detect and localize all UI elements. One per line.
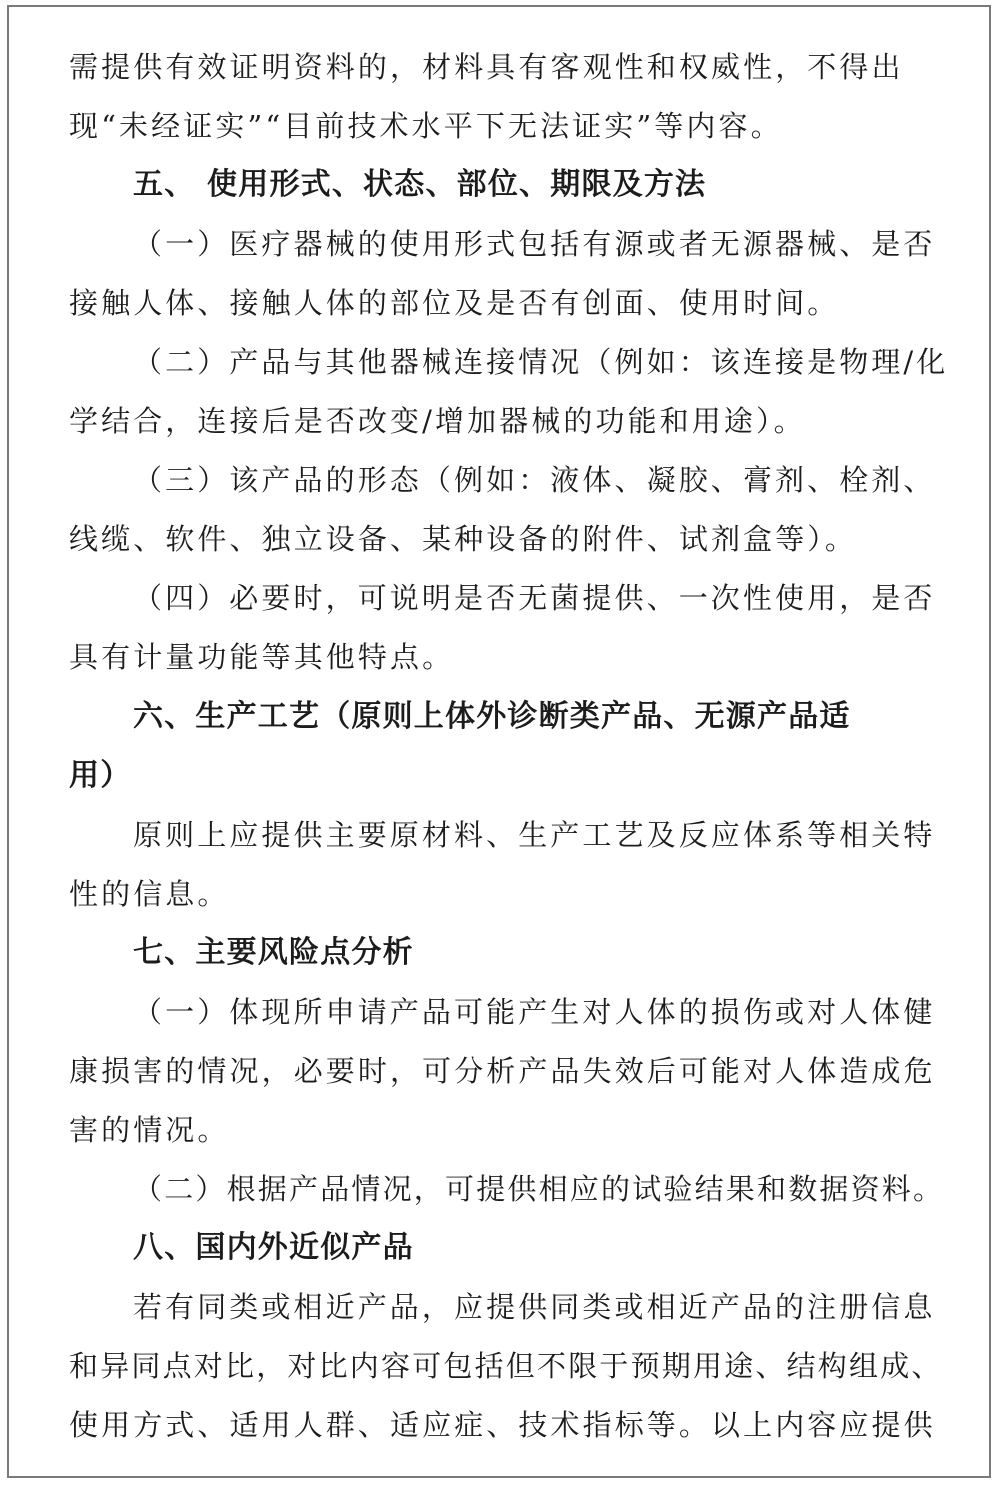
- body-text-line: 现“未经证实”“目前技术水平下无法证实”等内容。: [69, 109, 783, 143]
- body-text-line: （一）医疗器械的使用形式包括有源或者无源器械、是否: [133, 227, 936, 261]
- section-heading-7: 七、主要风险点分析: [133, 935, 414, 970]
- section-heading-6: 六、生产工艺（原则上体外诊断类产品、无源产品适: [133, 699, 851, 734]
- body-text-line: 康损害的情况，必要时，可分析产品失效后可能对人体造成危: [69, 1054, 936, 1088]
- body-text-line: （二）根据产品情况，可提供相应的试验结果和数据资料。: [133, 1172, 945, 1206]
- body-text-line: 和异同点对比，对比内容可包括但不限于预期用途、结构组成、: [69, 1349, 943, 1383]
- body-text-line: 原则上应提供主要原材料、生产工艺及反应体系等相关特: [133, 818, 936, 852]
- body-text-line: （一）体现所申请产品可能产生对人体的损伤或对人体健: [133, 995, 936, 1029]
- body-text-line: 需提供有效证明资料的，材料具有客观性和权威性，不得出: [69, 50, 904, 84]
- body-text-line: 线缆、软件、独立设备、某种设备的附件、试剂盒等）。: [69, 522, 858, 556]
- body-text-line: 害的情况。: [69, 1113, 230, 1147]
- body-text-line: 学结合，连接后是否改变/增加器械的功能和用途）。: [69, 404, 806, 438]
- section-heading-6-cont: 用）: [69, 758, 132, 793]
- body-text-line: （二）产品与其他器械连接情况（例如：该连接是物理/化: [133, 345, 949, 379]
- body-text-line: 若有同类或相近产品，应提供同类或相近产品的注册信息: [133, 1290, 936, 1324]
- body-text-line: （四）必要时，可说明是否无菌提供、一次性使用，是否: [133, 581, 936, 615]
- body-text-line: 使用方式、适用人群、适应症、技术指标等。以上内容应提供: [69, 1408, 936, 1442]
- body-text-line: 性的信息。: [69, 877, 230, 911]
- document-page: [7, 5, 991, 1478]
- section-heading-8: 八、国内外近似产品: [133, 1230, 414, 1265]
- body-text-line: （三）该产品的形态（例如：液体、凝胶、膏剂、栓剂、: [133, 463, 936, 497]
- body-text-line: 接触人体、接触人体的部位及是否有创面、使用时间。: [69, 286, 840, 320]
- body-text-line: 具有计量功能等其他特点。: [69, 640, 455, 674]
- section-heading-5: 五、 使用形式、状态、部位、期限及方法: [133, 167, 707, 202]
